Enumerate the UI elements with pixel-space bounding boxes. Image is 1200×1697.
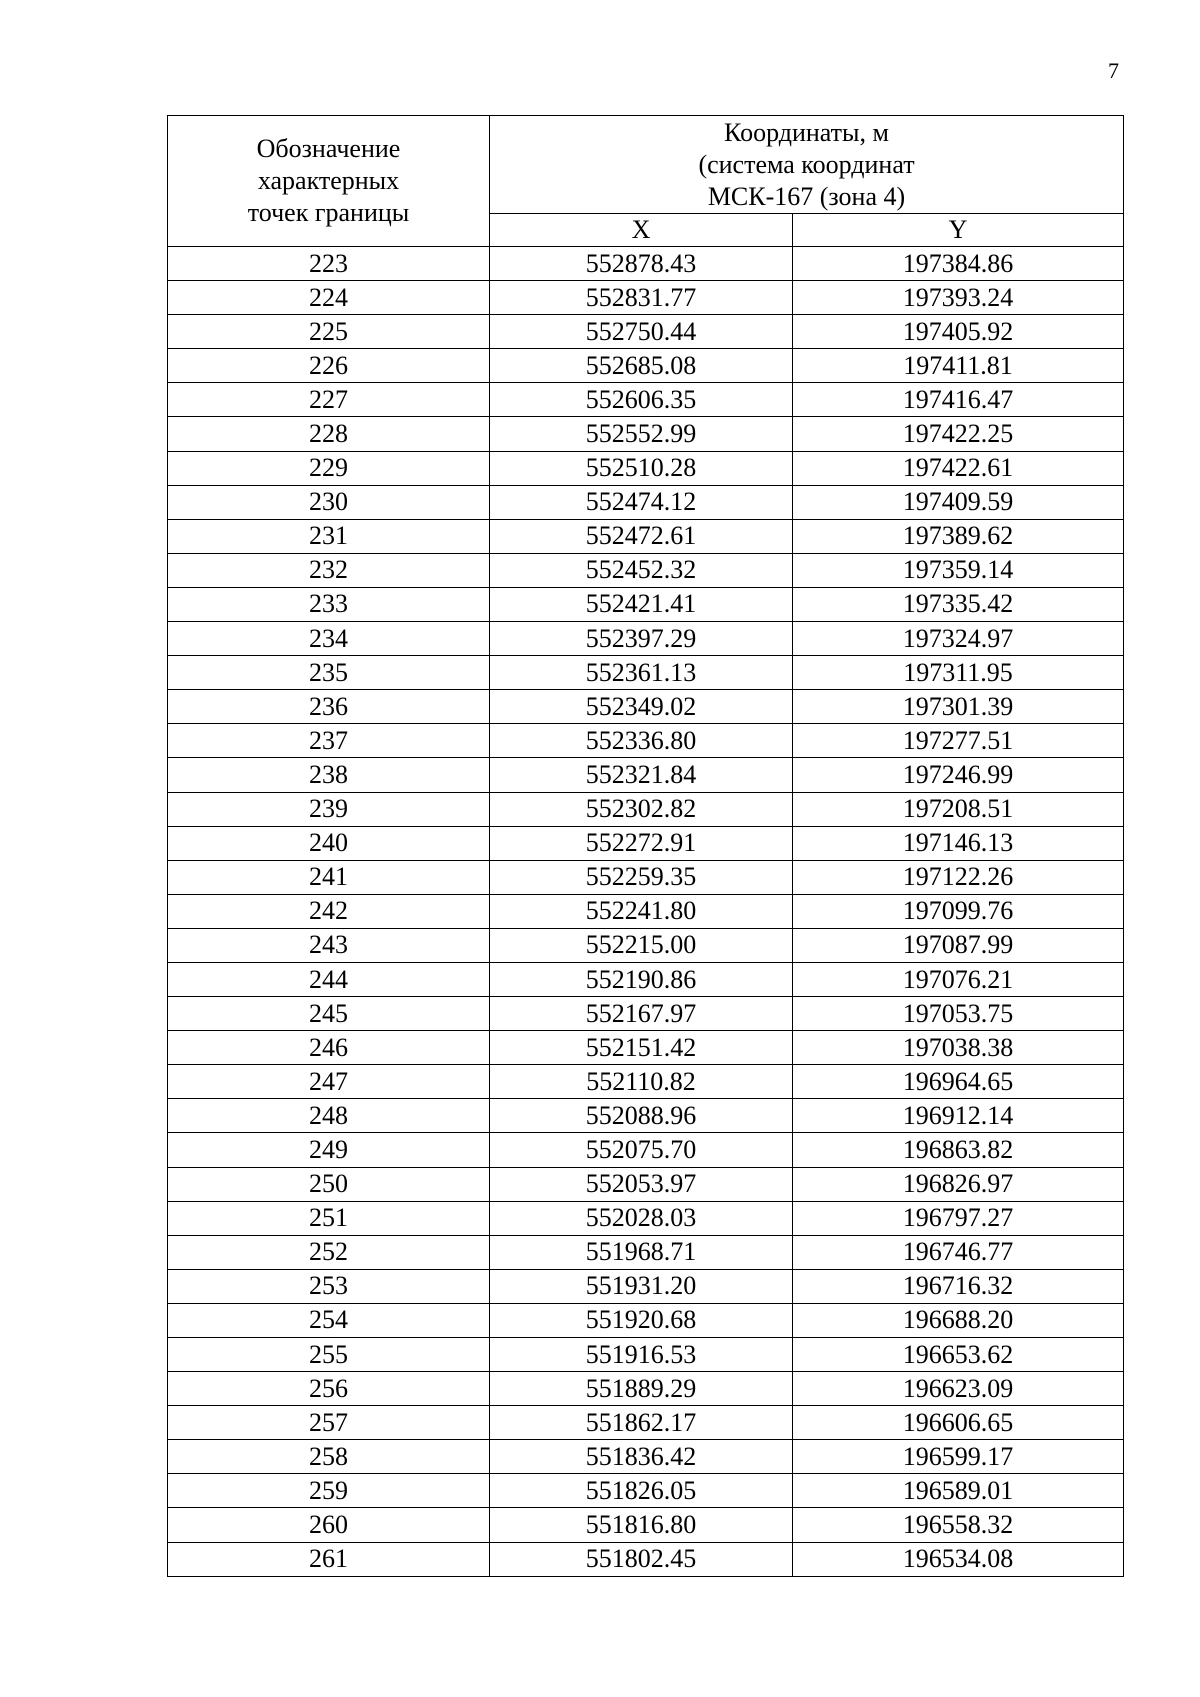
table-row [168,962,1124,996]
x-coordinate-cell: 552088.96 [490,1099,793,1133]
point-id-cell: 248 [168,1099,490,1133]
y-coordinate-cell: 196912.14 [793,1099,1124,1133]
point-id-cell: 227 [168,383,490,417]
y-coordinate-cell: 197422.25 [793,417,1124,451]
y-coordinate-cell: 196558.32 [793,1508,1124,1542]
table-row [168,315,1124,349]
x-coordinate-cell: 552878.43 [490,247,793,281]
x-coordinate-cell: 552053.97 [490,1167,793,1201]
y-coordinate-cell: 196589.01 [793,1474,1124,1508]
point-id-cell: 234 [168,622,490,656]
x-coordinate-cell: 552421.41 [490,587,793,621]
table-row [168,281,1124,315]
table-row [168,1338,1124,1372]
point-id-cell: 242 [168,894,490,928]
table-row [168,1133,1124,1167]
y-coordinate-cell: 197384.86 [793,247,1124,281]
x-coordinate-cell: 552215.00 [490,928,793,962]
table-row [168,1440,1124,1474]
point-id-cell: 257 [168,1406,490,1440]
point-id-cell: 241 [168,860,490,894]
table-row [168,1167,1124,1201]
table-row [168,622,1124,656]
x-coordinate-cell: 552110.82 [490,1065,793,1099]
x-coordinate-cell: 551862.17 [490,1406,793,1440]
y-coordinate-cell: 197146.13 [793,826,1124,860]
point-id-cell: 256 [168,1372,490,1406]
x-coordinate-cell: 552349.02 [490,690,793,724]
y-coordinate-cell: 196863.82 [793,1133,1124,1167]
y-coordinate-cell: 197246.99 [793,758,1124,792]
point-id-cell: 247 [168,1065,490,1099]
point-id-cell: 261 [168,1542,490,1576]
coordinates-table [167,115,1124,1577]
y-coordinate-cell: 196716.32 [793,1269,1124,1303]
point-id-cell: 224 [168,281,490,315]
point-id-cell: 236 [168,690,490,724]
x-coordinate-cell: 551802.45 [490,1542,793,1576]
y-coordinate-cell: 197087.99 [793,928,1124,962]
table-row [168,690,1124,724]
table-row [168,1031,1124,1065]
table-row [168,1201,1124,1235]
point-id-cell: 253 [168,1269,490,1303]
table-row [168,894,1124,928]
table-row [168,247,1124,281]
point-id-cell: 238 [168,758,490,792]
table-row [168,724,1124,758]
header-points-line: характерных [257,166,400,195]
x-coordinate-cell: 551968.71 [490,1235,793,1269]
point-id-cell: 229 [168,451,490,485]
table-row [168,1542,1124,1576]
x-coordinate-cell: 552259.35 [490,860,793,894]
x-coordinate-cell: 552472.61 [490,519,793,553]
point-id-cell: 252 [168,1235,490,1269]
point-id-cell: 255 [168,1338,490,1372]
header-points-line: точек границы [247,198,410,227]
x-coordinate-cell: 552302.82 [490,792,793,826]
point-id-cell: 239 [168,792,490,826]
table-row [168,792,1124,826]
point-id-cell: 260 [168,1508,490,1542]
y-coordinate-cell: 197411.81 [793,349,1124,383]
table-row [168,1508,1124,1542]
point-id-cell: 246 [168,1031,490,1065]
table-row [168,587,1124,621]
point-id-cell: 259 [168,1474,490,1508]
point-id-cell: 245 [168,997,490,1031]
x-coordinate-cell: 552452.32 [490,553,793,587]
y-coordinate-cell: 197389.62 [793,519,1124,553]
point-id-cell: 235 [168,656,490,690]
y-coordinate-cell: 197409.59 [793,485,1124,519]
table-row [168,758,1124,792]
point-id-cell: 237 [168,724,490,758]
x-coordinate-cell: 552028.03 [490,1201,793,1235]
x-coordinate-cell: 551931.20 [490,1269,793,1303]
x-coordinate-cell: 552336.80 [490,724,793,758]
y-coordinate-cell: 197335.42 [793,587,1124,621]
table-row [168,417,1124,451]
y-coordinate-cell: 197422.61 [793,451,1124,485]
table-row [168,1303,1124,1337]
point-id-cell: 250 [168,1167,490,1201]
x-coordinate-cell: 552552.99 [490,417,793,451]
table-row [168,519,1124,553]
x-coordinate-cell: 552831.77 [490,281,793,315]
table-row [168,553,1124,587]
table-row [168,656,1124,690]
header-coords-line: (система координат [698,149,915,179]
point-id-cell: 258 [168,1440,490,1474]
point-id-cell: 243 [168,928,490,962]
x-coordinate-cell: 552321.84 [490,758,793,792]
y-coordinate-cell: 196826.97 [793,1167,1124,1201]
y-coordinate-cell: 197405.92 [793,315,1124,349]
x-coordinate-cell: 552606.35 [490,383,793,417]
y-coordinate-cell: 196797.27 [793,1201,1124,1235]
point-id-cell: 230 [168,485,490,519]
table-row [168,1099,1124,1133]
header-y: Y [793,214,1124,247]
table-row [168,1474,1124,1508]
page-number: 7 [1108,58,1119,83]
y-coordinate-cell: 196688.20 [793,1303,1124,1337]
x-coordinate-cell: 551826.05 [490,1474,793,1508]
x-coordinate-cell: 552272.91 [490,826,793,860]
point-id-cell: 233 [168,587,490,621]
y-coordinate-cell: 196599.17 [793,1440,1124,1474]
x-coordinate-cell: 552167.97 [490,997,793,1031]
x-coordinate-cell: 552361.13 [490,656,793,690]
table-row [168,1406,1124,1440]
y-coordinate-cell: 196964.65 [793,1065,1124,1099]
point-id-cell: 223 [168,247,490,281]
y-coordinate-cell: 197122.26 [793,860,1124,894]
point-id-cell: 240 [168,826,490,860]
y-coordinate-cell: 197208.51 [793,792,1124,826]
y-coordinate-cell: 197099.76 [793,894,1124,928]
x-coordinate-cell: 552474.12 [490,485,793,519]
table-row [168,860,1124,894]
table-row [168,1065,1124,1099]
y-coordinate-cell: 197359.14 [793,553,1124,587]
x-coordinate-cell: 552151.42 [490,1031,793,1065]
table-row [168,826,1124,860]
header-coordinates [490,116,1124,214]
x-coordinate-cell: 552190.86 [490,962,793,996]
header-coords-line: МСК-167 (зона 4) [707,181,906,211]
table-row [168,485,1124,519]
header-coords-line: Координаты, м [724,117,889,147]
y-coordinate-cell: 197038.38 [793,1031,1124,1065]
table-row [168,451,1124,485]
y-coordinate-cell: 197311.95 [793,656,1124,690]
y-coordinate-cell: 196534.08 [793,1542,1124,1576]
point-id-cell: 225 [168,315,490,349]
x-coordinate-cell: 551916.53 [490,1338,793,1372]
y-coordinate-cell: 197053.75 [793,997,1124,1031]
header-point-designation [168,116,490,247]
point-id-cell: 244 [168,962,490,996]
y-coordinate-cell: 197277.51 [793,724,1124,758]
y-coordinate-cell: 197301.39 [793,690,1124,724]
point-id-cell: 251 [168,1201,490,1235]
x-coordinate-cell: 552750.44 [490,315,793,349]
table-row [168,1235,1124,1269]
point-id-cell: 228 [168,417,490,451]
table-row [168,1269,1124,1303]
x-coordinate-cell: 552685.08 [490,349,793,383]
point-id-cell: 231 [168,519,490,553]
table-row [168,1372,1124,1406]
point-id-cell: 226 [168,349,490,383]
x-coordinate-cell: 551836.42 [490,1440,793,1474]
header-x: X [490,214,793,247]
y-coordinate-cell: 197416.47 [793,383,1124,417]
table-row [168,349,1124,383]
table-row [168,997,1124,1031]
table-row [168,928,1124,962]
y-coordinate-cell: 196653.62 [793,1338,1124,1372]
point-id-cell: 232 [168,553,490,587]
point-id-cell: 249 [168,1133,490,1167]
y-coordinate-cell: 197324.97 [793,622,1124,656]
point-id-cell: 254 [168,1303,490,1337]
x-coordinate-cell: 552510.28 [490,451,793,485]
table-body [168,247,1124,1577]
y-coordinate-cell: 196623.09 [793,1372,1124,1406]
y-coordinate-cell: 196606.65 [793,1406,1124,1440]
y-coordinate-cell: 197393.24 [793,281,1124,315]
x-coordinate-cell: 551920.68 [490,1303,793,1337]
header-points-line: Обозначение [256,134,401,163]
x-coordinate-cell: 552397.29 [490,622,793,656]
x-coordinate-cell: 551816.80 [490,1508,793,1542]
x-coordinate-cell: 552075.70 [490,1133,793,1167]
y-coordinate-cell: 196746.77 [793,1235,1124,1269]
y-coordinate-cell: 197076.21 [793,962,1124,996]
x-coordinate-cell: 552241.80 [490,894,793,928]
table-row [168,383,1124,417]
x-coordinate-cell: 551889.29 [490,1372,793,1406]
